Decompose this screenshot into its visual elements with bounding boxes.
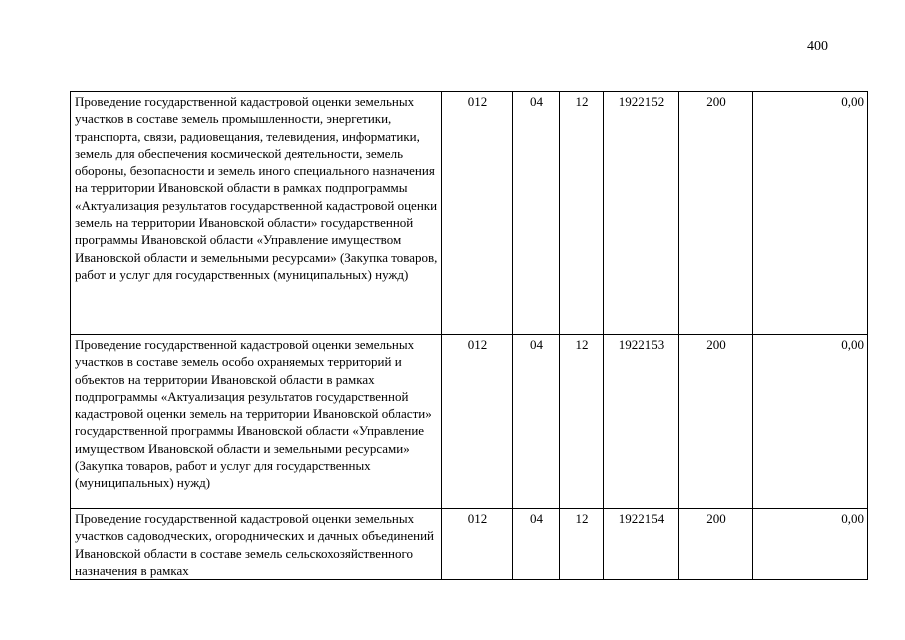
expense-type-code: 200 bbox=[679, 335, 753, 509]
target-article-code: 1922153 bbox=[604, 335, 679, 509]
amount-value: 0,00 bbox=[753, 335, 868, 509]
subsection-code: 12 bbox=[560, 92, 604, 335]
table-row bbox=[71, 92, 868, 335]
target-article-code: 1922154 bbox=[604, 509, 679, 580]
row-description: Проведение государственной кадастровой оценки земельных участков садоводческих, огороднических и дачных объединений Ивановской области в составе земель сельскохозяйственного назначения в рамках bbox=[71, 509, 442, 580]
section-code: 04 bbox=[513, 335, 560, 509]
page-number: 400 bbox=[807, 39, 828, 54]
ministry-code: 012 bbox=[442, 335, 513, 509]
expense-type-code: 200 bbox=[679, 92, 753, 335]
ministry-code: 012 bbox=[442, 509, 513, 580]
section-code: 04 bbox=[513, 509, 560, 580]
row-description: Проведение государственной кадастровой оценки земельных участков в составе земель особо охраняемых территорий и объектов на территории Ивановской области в рамках подпрограммы «Актуализация результатов государственной кадастровой оценки земель на территории Ивановской области» государственной программы Ивановской области «Управление имуществом Ивановской области и земельными ресурсами» (Закупка товаров, работ и услуг для государственных (муниципальных) нужд) bbox=[71, 335, 442, 509]
target-article-code: 1922152 bbox=[604, 92, 679, 335]
subsection-code: 12 bbox=[560, 335, 604, 509]
table-row bbox=[71, 509, 868, 580]
table-row bbox=[71, 335, 868, 509]
section-code: 04 bbox=[513, 92, 560, 335]
ministry-code: 012 bbox=[442, 92, 513, 335]
subsection-code: 12 bbox=[560, 509, 604, 580]
expense-type-code: 200 bbox=[679, 509, 753, 580]
amount-value: 0,00 bbox=[753, 509, 868, 580]
amount-value: 0,00 bbox=[753, 92, 868, 335]
budget-table bbox=[70, 91, 868, 580]
row-description: Проведение государственной кадастровой оценки земельных участков в составе земель промышленности, энергетики, транспорта, связи, радиовещания, телевидения, информатики, земель для обеспечения космической деятельности, земель обороны, безопасности и земель иного специального назначения на территории Ивановской области в рамках подпрограммы «Актуализация результатов государственной кадастровой оценки земель на территории Ивановской области» государственной программы Ивановской области «Управление имуществом Ивановской области и земельными ресурсами» (Закупка товаров, работ и услуг для государственных (муниципальных) нужд) bbox=[71, 92, 442, 335]
